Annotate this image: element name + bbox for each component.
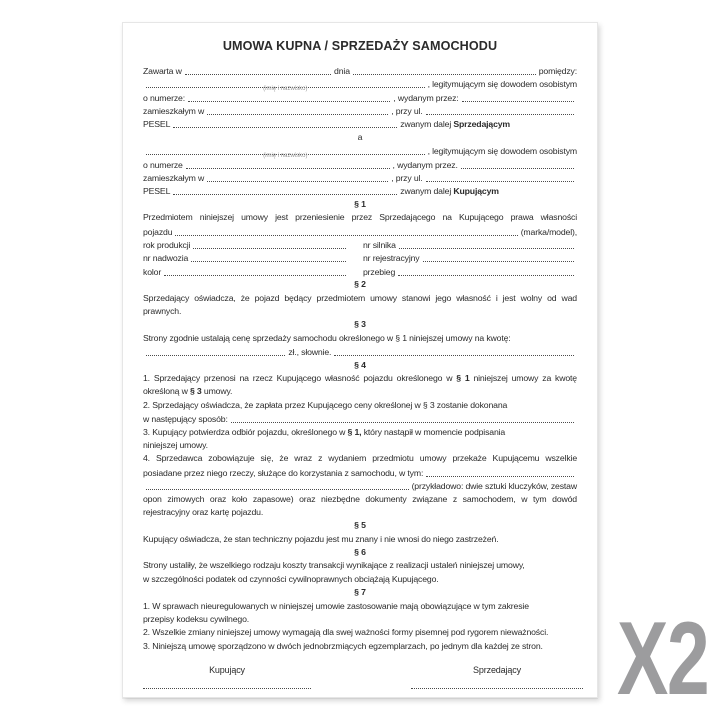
form-text: pojazdu bbox=[143, 226, 173, 237]
dotted-blank bbox=[185, 63, 331, 75]
form-text: (marka/model), bbox=[520, 226, 577, 237]
dotted-blank bbox=[426, 103, 574, 115]
dotted-blank bbox=[426, 170, 574, 182]
form-text: o numerze bbox=[143, 159, 183, 170]
field-left bbox=[143, 250, 349, 265]
dotted-blank bbox=[231, 411, 574, 423]
section-heading: § 4 bbox=[354, 359, 366, 370]
signature-buyer bbox=[143, 664, 311, 689]
field-left bbox=[143, 237, 349, 252]
form-text: umowy. bbox=[203, 386, 233, 397]
form-line bbox=[143, 118, 577, 131]
form-text: zwanym dalej bbox=[400, 186, 452, 197]
amount-line bbox=[143, 345, 577, 358]
paragraph-line: 2. Wszelkie zmiany niniejszej umowy wymagają dla swej ważności formy pisemnej pod rygorem nieważności. bbox=[143, 627, 549, 638]
field-right bbox=[363, 250, 577, 265]
form-text: zł., słownie. bbox=[288, 347, 332, 358]
dotted-blank bbox=[207, 103, 388, 115]
signature-label-seller: Sprzedający bbox=[473, 665, 521, 676]
signature-line bbox=[411, 677, 583, 689]
paragraph-line: 2. Sprzedający oświadcza, że zapłata przez Kupującego ceny określonej w § 3 zostanie dokonana bbox=[143, 399, 508, 410]
field-caption: (imię i nazwisko) bbox=[263, 85, 308, 92]
form-text: , legitymującym się dowodem osobistym bbox=[427, 79, 577, 90]
field-label: kolor bbox=[143, 266, 162, 277]
form-text: pomiędzy: bbox=[538, 65, 577, 76]
dotted-blank bbox=[164, 264, 346, 276]
dotted-blank bbox=[461, 157, 574, 169]
dotted-blank bbox=[462, 90, 574, 102]
form-text: PESEL bbox=[143, 186, 171, 197]
paragraph-line bbox=[143, 426, 577, 439]
form-text: zamieszkałym w bbox=[143, 106, 205, 117]
paragraph-line: przepisy kodeksu cywilnego. bbox=[143, 614, 250, 625]
section-heading: § 2 bbox=[354, 279, 366, 290]
form-text: o numerze: bbox=[143, 92, 185, 103]
form-text: który nastąpił w momencie podpisania bbox=[363, 426, 506, 437]
section-heading: § 5 bbox=[354, 520, 366, 531]
document-title: UMOWA KUPNA / SPRZEDAŻY SAMOCHODU bbox=[222, 39, 498, 53]
field-label: nr nadwozia bbox=[143, 253, 189, 264]
dotted-blank bbox=[426, 465, 574, 477]
signature-label-buyer: Kupujący bbox=[209, 665, 245, 676]
dotted-blank-name bbox=[146, 143, 425, 159]
paragraph-line: Kupujący oświadcza, że stan techniczny pojazdu jest mu znany i nie wnosi do niego zastrzeżeń. bbox=[143, 533, 499, 544]
quantity-badge: X2 bbox=[616, 600, 708, 717]
paragraph-ref: § 3 bbox=[189, 386, 202, 397]
paragraph-line: 3. Niniejszą umowę sporządzono w dwóch jednobrzmiących egzemplarzach, po jednym dla każdej ze stron. bbox=[143, 640, 543, 651]
dotted-blank bbox=[193, 237, 346, 249]
paragraph-line: Strony ustaliły, że wszelkiego rodzaju koszty transakcji wynikające z realizacji ustaleń niniejszej umowy, bbox=[143, 560, 525, 571]
paragraph-ref: § 1 bbox=[456, 372, 470, 383]
form-text: , legitymującym się dowodem osobistym bbox=[427, 146, 577, 157]
form-line bbox=[143, 185, 577, 198]
field-right bbox=[363, 264, 577, 279]
form-text: niniejszej umowy za kwotę bbox=[473, 372, 577, 383]
paragraph-line: rejestracyjny oraz kartę pojazdu. bbox=[143, 506, 264, 517]
paragraph-line bbox=[143, 372, 577, 385]
paragraph-line: Strony zgodnie ustalają cenę sprzedaży samochodu określonego w § 1 niniejszej umowy na kwotę: bbox=[143, 332, 511, 343]
form-text: , wydanym przez: bbox=[393, 92, 459, 103]
form-text: , przy ul. bbox=[391, 173, 423, 184]
dotted-blank bbox=[146, 478, 409, 490]
form-line bbox=[143, 479, 577, 492]
form-text: , przy ul. bbox=[391, 106, 423, 117]
form-text: 3. Kupujący potwierdza odbiór pojazdu, określonego w bbox=[143, 426, 346, 437]
paragraph-line: 4. Sprzedawca zobowiązuje się, że wraz z wydaniem przedmiotu umowy przekaże Kupującemu wszelkie bbox=[143, 453, 577, 464]
section-heading: § 1 bbox=[354, 198, 366, 209]
dotted-blank bbox=[186, 157, 390, 169]
form-text: 1. Sprzedający przenosi na rzecz Kupującego własność pojazdu określonego w bbox=[143, 372, 453, 383]
dotted-blank bbox=[207, 170, 388, 182]
dotted-blank bbox=[423, 250, 575, 262]
form-text: posiadane przez niego rzeczy, służące do korzystania z samochodu, w tym: bbox=[143, 467, 424, 478]
form-text: Zawarta w bbox=[143, 65, 182, 76]
signature-line bbox=[143, 677, 311, 689]
paragraph-line bbox=[143, 385, 577, 398]
party-name: Kupującym bbox=[453, 186, 499, 197]
field-left bbox=[143, 264, 349, 279]
field-label: nr rejestracyjny bbox=[363, 253, 420, 264]
paragraph-ref: § 1, bbox=[347, 426, 362, 437]
paragraph-line: w szczególności podatek od czynności cywilnoprawnych obciążają Kupującego. bbox=[143, 573, 439, 584]
dotted-blank-amount-words bbox=[334, 344, 574, 356]
form-text: , wydanym przez. bbox=[392, 159, 458, 170]
party-name: Sprzedającym bbox=[453, 119, 511, 130]
field-label: przebieg bbox=[363, 266, 396, 277]
field-right bbox=[363, 237, 577, 252]
paragraph-line: niniejszej umowy. bbox=[143, 439, 208, 450]
dotted-blank-amount bbox=[146, 344, 285, 356]
dotted-blank bbox=[353, 63, 536, 75]
signature-block bbox=[143, 664, 577, 689]
paragraph-line: opon zimowych oraz koło zapasowe) oraz niezbędne dokumenty związane z samochodem, w tym dowód bbox=[143, 493, 577, 504]
form-text: określoną w bbox=[143, 386, 188, 397]
dotted-blank bbox=[191, 250, 346, 262]
form-line bbox=[143, 412, 577, 425]
dotted-blank-pesel bbox=[173, 116, 397, 128]
conjunction: a bbox=[357, 131, 363, 142]
form-text: zamieszkałym w bbox=[143, 173, 205, 184]
section-heading: § 3 bbox=[354, 319, 366, 330]
dotted-blank bbox=[398, 264, 574, 276]
dotted-blank bbox=[399, 237, 574, 249]
form-text: dnia bbox=[334, 65, 350, 76]
field-label: nr silnika bbox=[363, 239, 396, 250]
paragraph-line: Sprzedający oświadcza, że pojazd będący przedmiotem umowy stanowi jego własność i jest wolny od wad bbox=[143, 292, 577, 303]
paragraph-line: Przedmiotem niniejszej umowy jest przeniesienie przez Sprzedającego na Kupującego prawa własności bbox=[143, 212, 577, 223]
section-heading: § 7 bbox=[354, 587, 366, 598]
contract-sheet bbox=[122, 22, 598, 698]
paragraph-line: prawnych. bbox=[143, 306, 182, 317]
field-label: rok produkcji bbox=[143, 239, 191, 250]
form-text: w następujący sposób: bbox=[143, 414, 228, 425]
form-text: PESEL bbox=[143, 119, 171, 130]
dotted-blank bbox=[188, 90, 390, 102]
vehicle-fields-line bbox=[143, 265, 577, 278]
dotted-blank bbox=[175, 224, 517, 236]
dotted-blank-pesel bbox=[173, 183, 397, 195]
section-heading: § 6 bbox=[354, 547, 366, 558]
signature-seller bbox=[411, 664, 583, 689]
paragraph-line: 1. W sprawach nieuregulowanych w niniejszej umowie zastosowanie mają obowiązujące w tym zakresie bbox=[143, 600, 529, 611]
form-text: zwanym dalej bbox=[400, 119, 452, 130]
field-caption: (imię i nazwisko) bbox=[263, 152, 308, 159]
form-text: (przykładowo: dwie sztuki kluczyków, zestaw bbox=[411, 481, 577, 491]
dotted-blank-name bbox=[146, 76, 425, 92]
